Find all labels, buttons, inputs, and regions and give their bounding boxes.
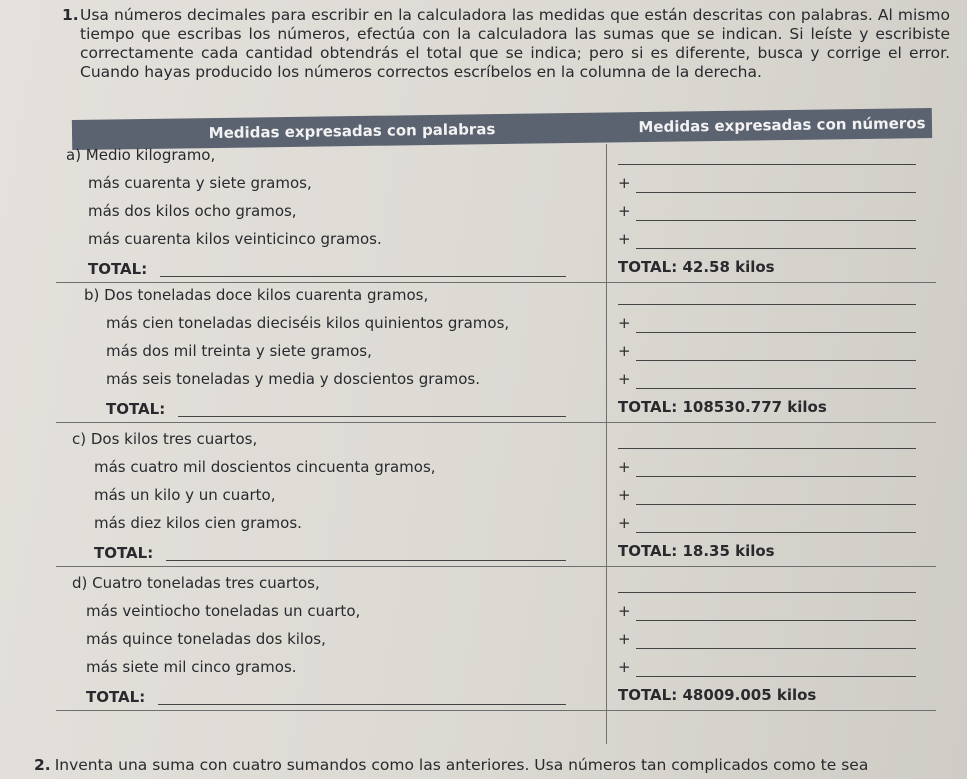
measure-words: c) Dos kilos tres cuartos,	[72, 430, 258, 448]
total-label: TOTAL:	[88, 260, 148, 278]
table-row	[56, 146, 936, 174]
measure-words: más dos mil treinta y siete gramos,	[106, 342, 372, 360]
measure-words: más veintiocho toneladas un cuarto,	[86, 602, 361, 620]
plus-sign: +	[618, 230, 631, 248]
answer-blank[interactable]	[636, 514, 916, 533]
table-row	[56, 202, 936, 230]
measure-words: más cuarenta y siete gramos,	[88, 174, 312, 192]
plus-sign: +	[618, 458, 631, 476]
row-separator	[56, 422, 936, 423]
exercise-2-number: 2.	[34, 756, 51, 774]
total-blank[interactable]	[158, 688, 566, 705]
table-row	[56, 574, 936, 602]
plus-sign: +	[618, 514, 631, 532]
answer-blank[interactable]	[636, 370, 916, 389]
total-value: TOTAL: 108530.777 kilos	[618, 398, 827, 416]
measure-words: más quince toneladas dos kilos,	[86, 630, 326, 648]
answer-blank[interactable]	[636, 486, 916, 505]
plus-sign: +	[618, 342, 631, 360]
total-label: TOTAL:	[94, 544, 154, 562]
answer-blank[interactable]	[618, 574, 916, 593]
total-value: TOTAL: 42.58 kilos	[618, 258, 775, 276]
plus-sign: +	[618, 370, 631, 388]
table-row	[56, 514, 936, 542]
answer-blank[interactable]	[636, 314, 916, 333]
measure-words: d) Cuatro toneladas tres cuartos,	[72, 574, 320, 592]
measure-words: más siete mil cinco gramos.	[86, 658, 297, 676]
answer-blank[interactable]	[618, 146, 916, 165]
instructions-text: Usa números decimales para escribir en la calculadora las medidas que están descritas con palabras. Al mismo tiempo que escribas los números, efectúa con la calculadora las sumas que se indican. Si leíste y escribiste correctamente cada cantidad obtendrás el total que se indica; pero si es diferente, busca y corrige el error. Cuando hayas producido los números correctos escríbelos en la columna de la derecha.	[80, 6, 950, 81]
exercise-2	[34, 756, 868, 774]
col-numbers-header: Medidas expresadas con números	[638, 114, 926, 137]
table-row	[56, 230, 936, 258]
plus-sign: +	[618, 174, 631, 192]
total-blank[interactable]	[166, 544, 566, 561]
table-row	[56, 658, 936, 686]
total-label: TOTAL:	[106, 400, 166, 418]
plus-sign: +	[618, 658, 631, 676]
table-row	[56, 430, 936, 458]
measure-words: más un kilo y un cuarto,	[94, 486, 276, 504]
measure-words: b) Dos toneladas doce kilos cuarenta gramos,	[84, 286, 429, 304]
measure-words: más cien toneladas dieciséis kilos quinientos gramos,	[106, 314, 510, 332]
total-value: TOTAL: 18.35 kilos	[618, 542, 775, 560]
plus-sign: +	[618, 630, 631, 648]
table-row	[56, 370, 936, 398]
total-blank[interactable]	[178, 400, 566, 417]
total-value: TOTAL: 48009.005 kilos	[618, 686, 817, 704]
measure-words: más diez kilos cien gramos.	[94, 514, 302, 532]
table-row	[56, 602, 936, 630]
table-row	[56, 630, 936, 658]
measure-words: más seis toneladas y media y doscientos gramos.	[106, 370, 480, 388]
measure-words: más cuatro mil doscientos cincuenta gramos,	[94, 458, 436, 476]
table-row	[56, 458, 936, 486]
plus-sign: +	[618, 486, 631, 504]
table-row	[56, 314, 936, 342]
total-blank[interactable]	[160, 260, 566, 277]
instructions	[62, 6, 950, 82]
answer-blank[interactable]	[636, 174, 916, 193]
row-separator	[56, 282, 936, 283]
plus-sign: +	[618, 602, 631, 620]
table-row	[56, 486, 936, 514]
answer-blank[interactable]	[636, 630, 916, 649]
answer-blank[interactable]	[636, 658, 916, 677]
answer-blank[interactable]	[636, 230, 916, 249]
measure-words: a) Medio kilogramo,	[66, 146, 216, 164]
answer-blank[interactable]	[618, 430, 916, 449]
answer-blank[interactable]	[636, 602, 916, 621]
exercise-number: 1.	[62, 6, 79, 24]
col-words-header: Medidas expresadas con palabras	[208, 120, 496, 143]
total-label: TOTAL:	[86, 688, 146, 706]
row-separator	[56, 566, 936, 567]
plus-sign: +	[618, 314, 631, 332]
measure-words: más cuarenta kilos veinticinco gramos.	[88, 230, 382, 248]
measures-table	[56, 104, 936, 744]
answer-blank[interactable]	[636, 458, 916, 477]
table-row	[56, 174, 936, 202]
table-row	[56, 286, 936, 314]
answer-blank[interactable]	[618, 286, 916, 305]
answer-blank[interactable]	[636, 202, 916, 221]
plus-sign: +	[618, 202, 631, 220]
exercise-2-text: Inventa una suma con cuatro sumandos como las anteriores. Usa números tan complicados como te sea	[54, 756, 869, 774]
table-header	[72, 108, 932, 150]
row-separator	[56, 710, 936, 711]
answer-blank[interactable]	[636, 342, 916, 361]
measure-words: más dos kilos ocho gramos,	[88, 202, 297, 220]
table-row	[56, 342, 936, 370]
